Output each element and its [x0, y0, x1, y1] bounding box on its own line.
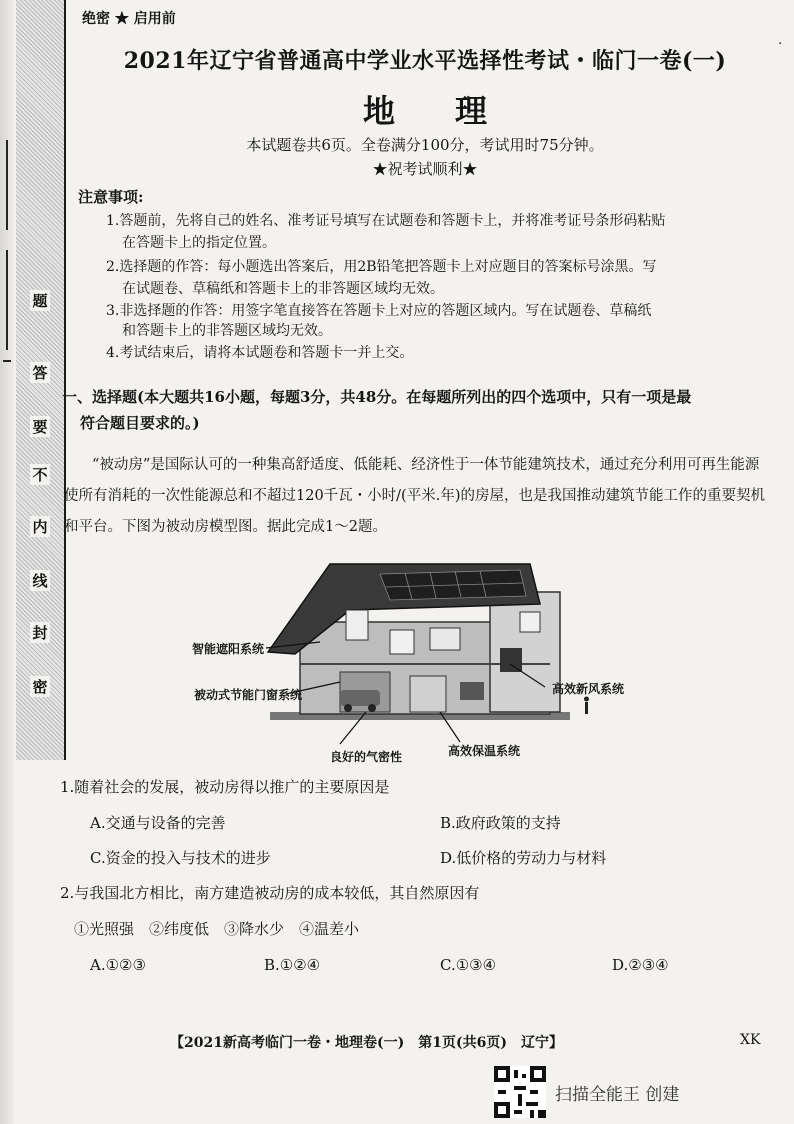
note-line: 和答题卡上的非答题区域均无效。	[122, 323, 332, 339]
binding-char: 不	[30, 464, 50, 485]
exam-title: 2021年辽宁省普通高中学业水平选择性考试・临门一卷(一)	[123, 48, 727, 74]
scanner-watermark: 扫描全能王 创建	[555, 1085, 680, 1105]
binding-char: 答	[30, 362, 50, 383]
section-heading-line: 符合题目要求的。)	[80, 414, 200, 432]
notes-title: 注意事项:	[78, 188, 144, 206]
section-heading-line: 一、选择题(本大题共16小题，每题3分，共48分。在每题所列出的四个选项中，只有一项是最	[62, 388, 692, 406]
section-heading	[62, 384, 762, 436]
house-illustration	[190, 552, 650, 762]
footer-code: XK	[740, 1032, 761, 1048]
qr-code-icon	[494, 1066, 546, 1118]
question-2-option-d: D.②③④	[612, 956, 669, 974]
question-1-option-c: C.资金的投入与技术的进步	[90, 849, 271, 867]
question-2-option-b: B.①②④	[264, 956, 321, 974]
question-1-option-a: A.交通与设备的完善	[90, 814, 226, 832]
question-1-stem: 1.随着社会的发展，被动房得以推广的主要原因是	[60, 778, 390, 796]
question-2-stem: 2.与我国北方相比，南方建造被动房的成本较低，其自然原因有	[60, 884, 480, 902]
page-footer: 【2021新高考临门一卷・地理卷(一) 第1页(共6页) 辽宁】	[170, 1035, 563, 1051]
note-line: 在试题卷、草稿纸和答题卡上的非答题区域均无效。	[122, 281, 444, 297]
question-2-option-c: C.①③④	[440, 956, 497, 974]
subject-title: 地理	[362, 92, 547, 130]
binding-char: 线	[30, 570, 50, 591]
binding-char: 题	[30, 290, 50, 311]
figure-label-ventilation: 高效新风系统	[552, 682, 625, 696]
question-2-option-a: A.①②③	[90, 956, 146, 974]
binding-char: 封	[30, 622, 50, 643]
note-line: 在答题卡上的指定位置。	[122, 235, 276, 251]
note-line: 2.选择题的作答：每小题选出答案后，用2B铅笔把答题卡上对应题目的答案标号涂黑。写	[106, 259, 657, 275]
exam-info: 本试题卷共6页。全卷满分100分，考试用时75分钟。	[246, 136, 604, 154]
blessing: ★祝考试顺利★	[372, 160, 478, 178]
passage: “被动房”是国际认可的一种集高舒适度、低能耗、经济性于一体节能建筑技术，通过充分利用可再生能源使所有消耗的一次性能源总和不超过120千瓦・小时/(平米.年)的房屋，也是我国推动建筑节能工作的重要契机和平台。下图为被动房模型图。据此完成1～2题。	[64, 457, 765, 535]
binding-char: 要	[30, 416, 50, 437]
question-1-option-b: B.政府政策的支持	[440, 814, 561, 832]
question-2-conditions: ①光照强 ②纬度低 ③降水少 ④温差小	[74, 920, 360, 938]
figure-label-shading: 智能遮阳系统	[192, 642, 265, 656]
question-1-option-d: D.低价格的劳动力与材料	[440, 849, 607, 867]
figure-label-window: 被动式节能门窗系统	[194, 688, 303, 702]
binding-char: 内	[30, 516, 50, 537]
passive-house-figure	[190, 552, 650, 762]
note-line: 4.考试结束后，请将本试题卷和答题卡一并上交。	[106, 345, 414, 361]
note-line: 1.答题前，先将自己的姓名、准考证号填写在试题卷和答题卡上，并将准考证号条形码粘贴	[106, 213, 666, 229]
binding-char: 密	[30, 676, 50, 697]
edge-mark: ·	[778, 36, 783, 52]
binding-strip	[16, 0, 66, 760]
note-line: 3.非选择题的作答：用签字笔直接答在答题卡上对应的答题区域内。写在试题卷、草稿纸	[106, 303, 652, 319]
figure-label-insulation: 高效保温系统	[448, 744, 521, 758]
figure-label-airtight: 良好的气密性	[330, 750, 403, 764]
confidential-label: 绝密 ★ 启用前	[82, 11, 176, 27]
